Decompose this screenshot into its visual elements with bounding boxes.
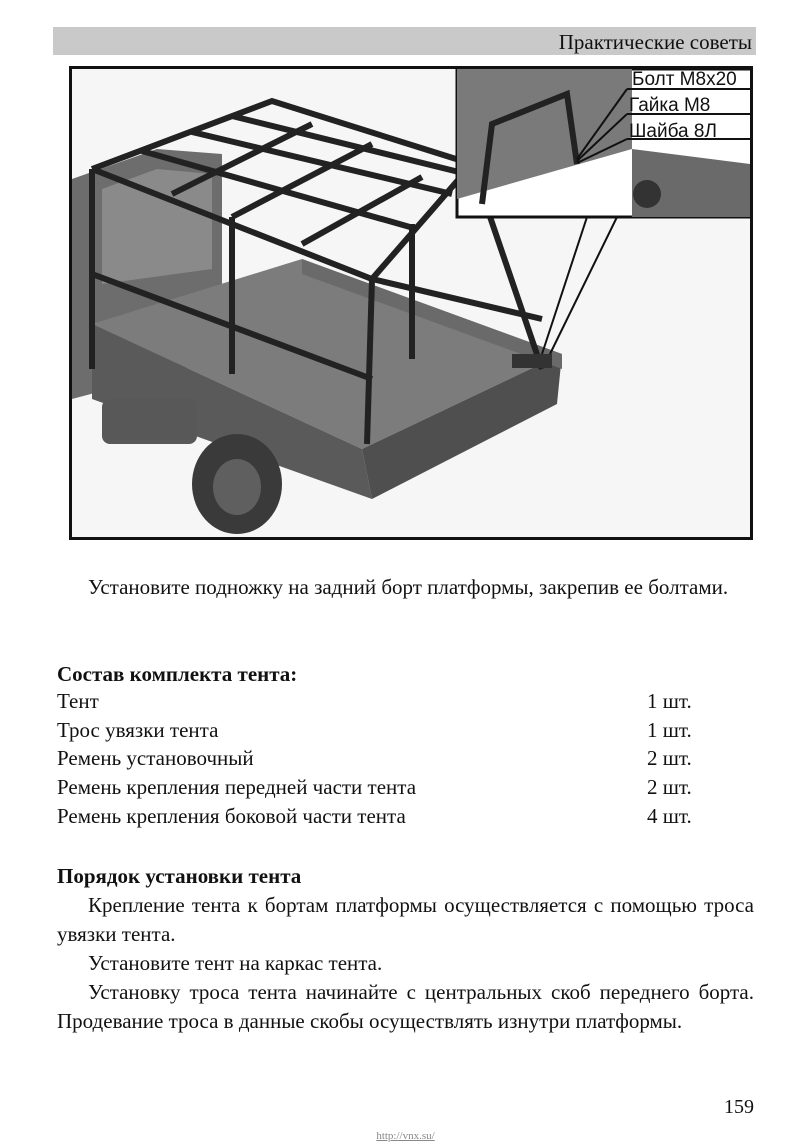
install-block [57, 862, 754, 1036]
install-paragraph: Установку троса тента начинайте с центральных скоб переднего борта. Продевание троса в данные скобы осуществлять изнутри платформы. [57, 980, 754, 1033]
kit-item-qty: 2 шт. [647, 746, 692, 770]
kit-item-name: Ремень установочный [57, 746, 254, 770]
kit-item-qty: 1 шт. [647, 718, 692, 742]
kit-item-name: Ремень крепления боковой части тента [57, 804, 406, 828]
callout-nut: Гайка М8 [629, 95, 711, 116]
kit-heading-block [57, 660, 754, 689]
install-paragraph: Крепление тента к бортам платформы осуществляется с помощью троса увязки тента. [57, 893, 754, 946]
callout-washer: Шайба 8Л [629, 121, 717, 142]
page-number: 159 [724, 1096, 754, 1118]
kit-item [57, 689, 707, 718]
rear-step [512, 354, 552, 368]
kit-item [57, 746, 707, 775]
kit-item-qty: 1 шт. [647, 689, 692, 713]
wheel-hub [213, 459, 261, 515]
header-bar [53, 27, 756, 55]
kit-item-name: Ремень крепления передней части тента [57, 775, 417, 799]
kit-item [57, 775, 707, 804]
kit-item [57, 718, 707, 747]
header-title: Практические советы [558, 30, 752, 54]
cab-window [102, 169, 212, 284]
inset-hinge [633, 180, 661, 208]
fuel-tank [102, 399, 197, 444]
kit-heading: Состав комплекта тента: [57, 662, 298, 686]
kit-item-name: Трос увязки тента [57, 718, 219, 742]
intro-block [57, 573, 754, 602]
kit-item-name: Тент [57, 689, 99, 713]
kit-item [57, 804, 707, 833]
callout-bolt: Болт М8х20 [632, 69, 737, 90]
install-heading: Порядок установки тента [57, 864, 302, 888]
install-paragraph: Установите тент на каркас тента. [88, 951, 383, 975]
kit-item-qty: 4 шт. [647, 804, 692, 828]
kit-item-qty: 2 шт. [647, 775, 692, 799]
footer-url[interactable]: http://vnx.su/ [376, 1130, 435, 1142]
truck-frame-figure [69, 66, 753, 540]
intro-paragraph: Установите подножку на задний борт платформы, закрепив ее болтами. [88, 575, 729, 599]
